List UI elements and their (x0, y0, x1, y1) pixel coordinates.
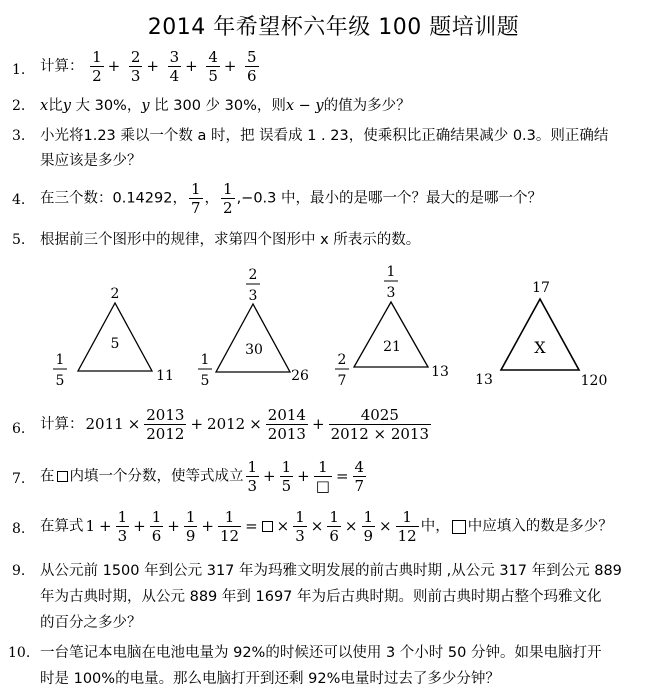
center-value: 5 (110, 336, 120, 352)
top-value: 2 (110, 286, 120, 302)
question-number: 7. (12, 471, 26, 487)
figure-3 (335, 264, 449, 389)
top-denominator: 3 (248, 288, 258, 304)
fraction: $\frac{1}{9}$ (363, 508, 374, 545)
fraction: $\frac{4025}{2012 \times 2013}$ (330, 406, 430, 443)
fraction: $\frac{2014}{2013}$ (267, 406, 306, 443)
question-number: 8. (12, 521, 26, 537)
fraction: $\frac{1}{12}$ (397, 508, 417, 545)
question-number: 4. (12, 192, 26, 208)
fraction: $\frac{1}{9}$ (185, 508, 196, 545)
fraction: $\frac{4}{5}$ (208, 48, 218, 85)
fraction: $\frac{1}{□}$ (315, 458, 330, 495)
center-value: X (534, 338, 546, 357)
figure-2 (198, 267, 309, 389)
triangle (354, 302, 428, 367)
fraction: $\frac{4}{7}$ (354, 458, 365, 495)
right-value: 26 (291, 368, 309, 384)
center-value: 30 (245, 342, 263, 358)
question-8: 8. 在算式 1 + $\frac{1}{3}$ + $\frac{1}{6}$ + $\frac{1}{9}$ + $\frac{1}{12}$ = × $\frac{1}{3}$ × $\frac{1}{6}$ × $\frac{1}{9}$ × $\frac{1}{12}$ 中， 中应填入的数是多少？ (12, 508, 613, 545)
question-6: 6. 计算： 2011 × $\frac{2013}{2012}$ + 2012 × $\frac{2014}{2013}$ + $\frac{4025}{2012 \times 2013}$ (12, 406, 430, 443)
question-number: 10. (8, 645, 31, 661)
fraction: $\frac{1}{6}$ (151, 508, 162, 545)
left-denominator: 7 (337, 373, 347, 389)
blank-box (57, 471, 68, 482)
question-7: 7. 在 内填一个分数，使等式成立 $\frac{1}{3}$ + $\frac{1}{5}$ + $\frac{1}{□}$ = $\frac{4}{7}$ (12, 458, 365, 495)
fraction: $\frac{3}{4}$ (169, 48, 180, 85)
left-numerator: 2 (337, 352, 347, 368)
right-value: 11 (156, 368, 174, 384)
triangle (216, 304, 290, 372)
question-label: 计算： (40, 58, 84, 75)
left-value: 13 (475, 372, 493, 388)
fraction: $\frac{1}{3}$ (295, 508, 305, 545)
fraction: $\frac{5}{6}$ (247, 48, 257, 85)
fraction: $\frac{1}{2}$ (92, 48, 102, 85)
question-4: 4. 在三个数：0.14292， $\frac{1}{7}$ ， $\frac{1}{2}$ ,−0.3 中，最小的是哪一个？最大的是哪一个？ (12, 180, 542, 217)
question-number: 2. (12, 98, 26, 114)
figure-4 (475, 280, 607, 389)
fraction: $\frac{1}{12}$ (220, 508, 240, 545)
fraction: $\frac{1}{2}$ (223, 180, 233, 217)
left-numerator: 1 (55, 352, 65, 368)
right-value: 120 (580, 373, 608, 389)
top-numerator: 2 (248, 267, 258, 283)
left-denominator: 5 (55, 373, 65, 389)
left-numerator: 1 (200, 352, 210, 368)
top-value: 17 (532, 280, 550, 296)
triangle (501, 299, 579, 370)
question-number: 1. (12, 62, 26, 78)
fraction: $\frac{1}{7}$ (190, 180, 201, 217)
question-number: 5. (12, 232, 26, 248)
question-1: 1. 计算： $\frac{1}{2}$ + $\frac{2}{3}$ + $\frac{3}{4}$ + $\frac{4}{5}$ + $\frac{5}{6}$ (12, 48, 257, 85)
right-value: 13 (431, 364, 449, 380)
fraction: $\frac{1}{3}$ (117, 508, 128, 545)
fraction: $\frac{1}{5}$ (281, 458, 292, 495)
question-number: 3. (12, 128, 26, 144)
top-denominator: 3 (386, 285, 396, 301)
top-numerator: 1 (386, 264, 396, 280)
blank-box (262, 521, 273, 532)
fraction: $\frac{2}{3}$ (130, 48, 141, 85)
question-number: 9. (12, 563, 26, 579)
fraction: $\frac{1}{3}$ (247, 458, 258, 495)
figure-1 (53, 286, 174, 389)
blank-box (452, 520, 466, 534)
page-title: 2014 年希望杯六年级 100 题培训题 (147, 15, 520, 40)
fraction: $\frac{1}{6}$ (329, 508, 339, 545)
question-number: 6. (12, 421, 26, 437)
center-value: 21 (383, 339, 401, 355)
left-denominator: 5 (200, 373, 210, 389)
fraction: $\frac{2013}{2012}$ (146, 406, 185, 443)
